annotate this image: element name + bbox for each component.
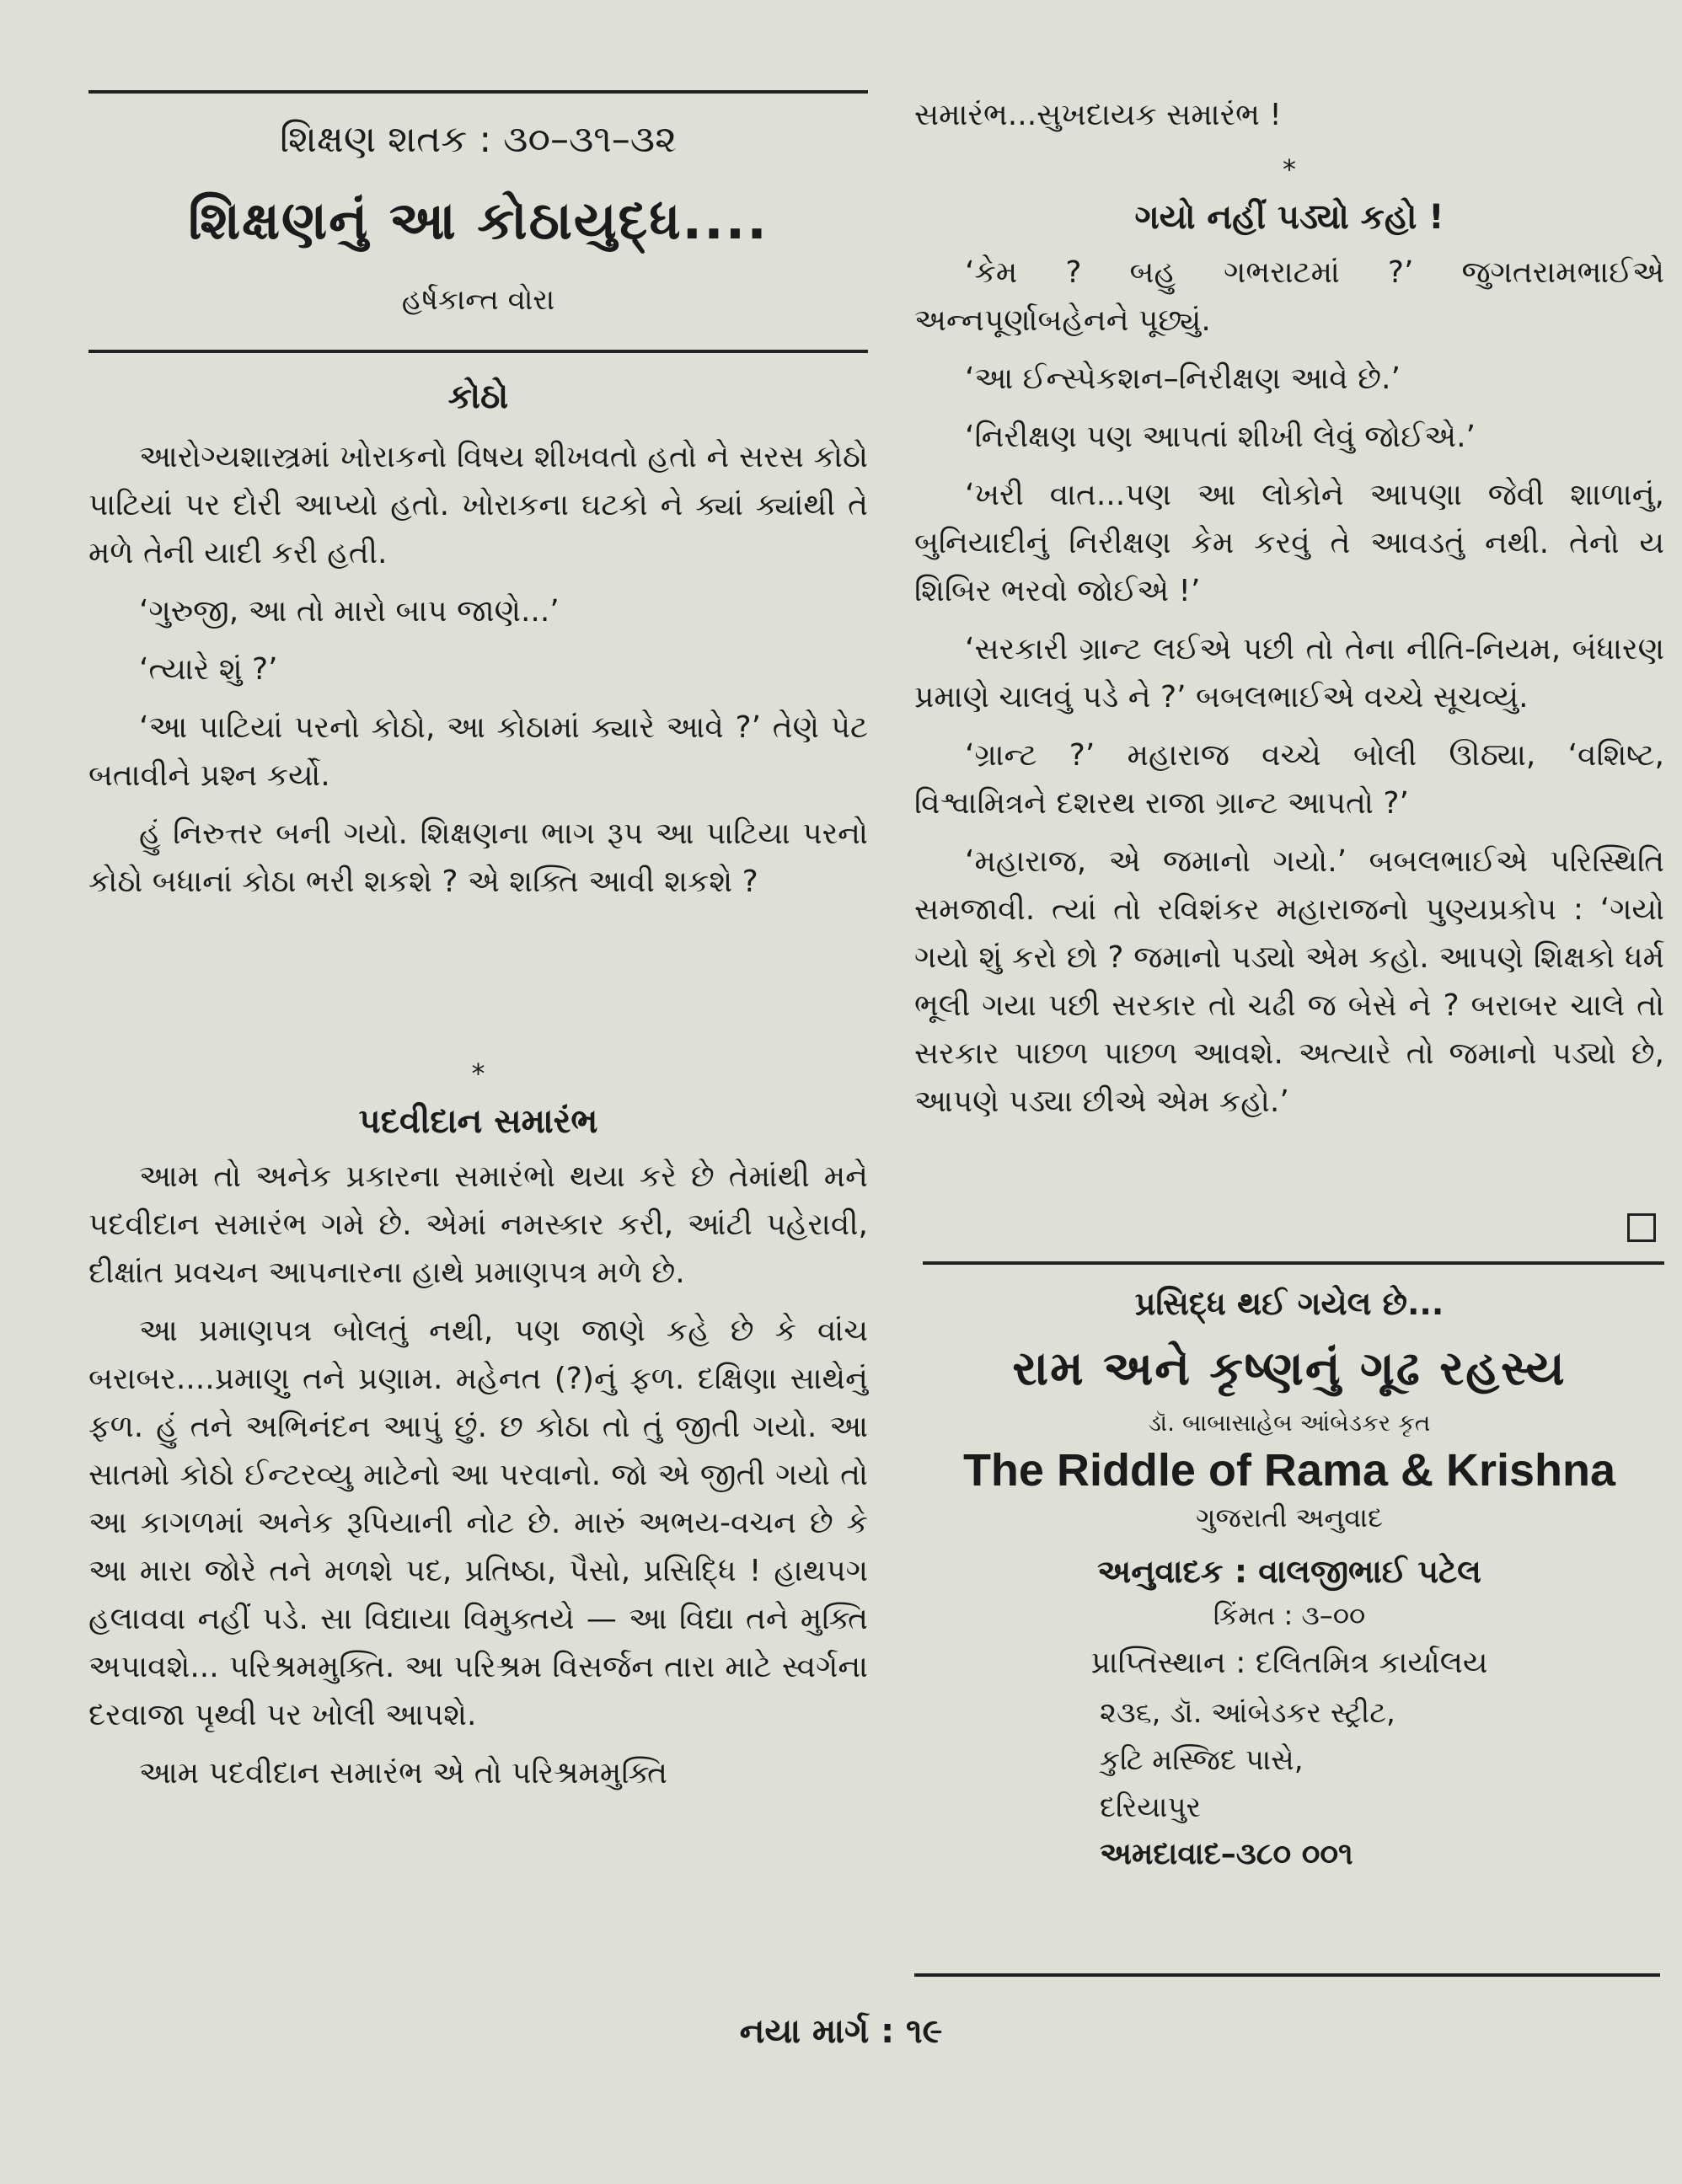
section-gayo-nahi: [914, 198, 1664, 1136]
ad-book-title-gu: રામ અને કૃષ્ણનું ગૂઢ રહસ્ય: [1012, 1341, 1567, 1396]
paragraph: ‘ગ્રાન્ટ ?’ મહારાજ વચ્ચે બોલી ઊઠ્યા, ‘વશિષ્ટ, વિશ્વામિત્રને દશરથ રાજા ગ્રાન્ટ આપતો ?’: [914, 738, 1664, 821]
ad-published: પ્રસિદ્ધ થઈ ગયેલ છે...: [1134, 1285, 1444, 1322]
ad-address: [1100, 1689, 1664, 1878]
paragraph: ‘આ પાટિયાં પરનો કોઠો, આ કોઠામાં ક્યારે આવે ?’ તેણે પેટ બતાવીને પ્રશ્ન કર્યો.: [88, 710, 868, 793]
continued-line: સમારંભ...સુખદાયક સમારંભ !: [914, 98, 1282, 132]
separator-star: *: [1283, 153, 1296, 185]
paragraph: ‘ત્યારે શું ?’: [139, 652, 278, 687]
section-body: [88, 433, 868, 906]
paragraph: આરોગ્યશાસ્ત્રમાં ખોરાકનો વિષય શીખવતો હતો ને સરસ કોઠો પાટિયાં પર દોરી આપ્યો હતો. ખોરાકના ઘટકો ને ક્યાં ક્યાંથી તે મળે તેની યાદી કરી હતી.: [88, 440, 868, 570]
address-line: કુટિ મસ્જિદ પાસે,: [1100, 1743, 1304, 1777]
section-padvidan: [88, 1102, 868, 1807]
series-label: શિક્ષણ શતક : ૩૦–૩૧–૩૨: [280, 118, 677, 161]
ad-price: કિંમત : ૩–૦૦: [1213, 1599, 1366, 1631]
right-column: [914, 0, 1664, 2184]
section-body: [88, 1153, 868, 1797]
ad-book-author: ડૉ. બાબાસાહેબ આંબેડકર કૃત: [1148, 1409, 1431, 1437]
ad-top-rule: [923, 1261, 1664, 1265]
ad-availability: પ્રાપ્તિસ્થાન : દલિતમિત્ર કાર્યાલય: [1090, 1646, 1488, 1680]
paragraph: ‘કેમ ? બહુ ગભરાટમાં ?’ જુગતરામભાઈએ અન્નપૂર્ણાબહેનને પૂછ્યું.: [914, 255, 1664, 338]
book-advertisement: [914, 1285, 1664, 1878]
section-heading: પદવીદાન સમારંભ: [358, 1102, 598, 1141]
paragraph: ‘સરકારી ગ્રાન્ટ લઈએ પછી તો તેના નીતિ-નિયમ, બંધારણ પ્રમાણે ચાલવું પડે ને ?’ બબલભાઈએ વચ્ચે સૂચવ્યું.: [914, 632, 1664, 715]
section-heading: ગયો નહીં પડ્યો કહો !: [1134, 198, 1444, 237]
ad-bottom-rule: [914, 1973, 1660, 1977]
address-line: દરિયાપુર: [1100, 1791, 1202, 1824]
paragraph: આમ પદવીદાન સમારંભ એ તો પરિશ્રમમુક્તિ: [139, 1756, 668, 1791]
address-line: અમદાવાદ–૩૮૦ ૦૦૧: [1100, 1837, 1353, 1871]
left-column: [88, 0, 868, 2184]
paragraph: ‘નિરીક્ષણ પણ આપતાં શીખી લેવું જોઈએ.’: [965, 420, 1476, 454]
page-footer: નયા માર્ગ : ૧૯: [739, 2012, 943, 2051]
paragraph: આમ તો અનેક પ્રકારના સમારંભો થયા કરે છે તેમાંથી મને પદવીદાન સમારંભ ગમે છે. એમાં નમસ્કાર કરી, આંટી પહેરાવી, દીક્ષાંત પ્રવચન આપનારના હાથે પ્રમાણપત્ર મળે છે.: [88, 1159, 868, 1290]
article-title: શિક્ષણનું આ કોઠાયુદ્ધ....: [188, 190, 769, 251]
separator-star: *: [471, 1057, 485, 1089]
section-heading: કોઠો: [447, 377, 509, 416]
ad-book-title-en: The Riddle of Rama & Krishna: [962, 1445, 1616, 1496]
top-rule-left: [88, 90, 868, 94]
address-line: ૨૩૬, ડૉ. આંબેડકર સ્ટ્રીટ,: [1100, 1696, 1395, 1730]
paragraph: હું નિરુત્તર બની ગયો. શિક્ષણના ભાગ રૂપ આ પાટિયા પરનો કોઠો બધાનાં કોઠા ભરી શકશે ? એ શક્તિ આવી શકશે ?: [88, 816, 868, 899]
paragraph: આ પ્રમાણપત્ર બોલતું નથી, પણ જાણે કહે છે કે વાંચ બરાબર....પ્રમાણુ તને પ્રણામ. મહેનત (?)નું ફળ. દક્ષિણા સાથેનું ફળ. હું તને અભિનંદન આપું છું. છ કોઠા તો તું જીતી ગયો. આ સાતમો કોઠો ઈન્ટરવ્યુ માટેનો આ પરવાનો. જો એ જીતી ગયો તો આ કાગળમાં અનેક રૂપિયાની નોટ છે. મારું અભય-વચન છે કે આ મારા જોરે તને મળશે પદ, પ્રતિષ્ઠા, પૈસો, પ્રસિદ્ધિ ! હાથપગ હલાવવા નહીં પડે. સા વિદ્યાયા વિમુક્તયે — આ વિદ્યા તને મુક્તિ અપાવશે... પરિશ્રમમુક્તિ. આ પરિશ્રમ વિસર્જન તારા માટે સ્વર્ગના દરવાજા પૃથ્વી પર ખોલી આપશે.: [88, 1314, 868, 1732]
article-author: હર્ષકાન્ત વોરા: [401, 283, 555, 317]
paragraph: ‘આ ઈન્સ્પેકશન–નિરીક્ષણ આવે છે.’: [965, 361, 1401, 396]
paragraph: ‘ખરી વાત...પણ આ લોકોને આપણા જેવી શાળાનું, બુનિયાદીનું નિરીક્ષણ કેમ કરવું તે આવડતું નથી. તેનો ય શિબિર ભરવો જોઈએ !’: [914, 478, 1664, 608]
section-body: [914, 249, 1664, 1126]
ad-translation: ગુજરાતી અનુવાદ: [1196, 1502, 1383, 1534]
paragraph: ‘મહારાજ, એ જમાનો ગયો.’ બબલભાઈએ પરિસ્થિતિ સમજાવી. ત્યાં તો રવિશંકર મહારાજનો પુણ્યપ્રકોપ : ‘ગયો ગયો શું કરો છો ? જમાનો પડ્યો એમ કહો. આપણે શિક્ષકો ધર્મ ભૂલી ગયા પછી સરકાર તો ચઢી જ બેસે ને ? બરાબર ચાલે તો સરકાર પાછળ પાછળ આવશે. અત્યારે તો જમાનો પડ્યો છે, આપણે પડ્યા છીએ એમ કહો.’: [914, 844, 1664, 1119]
end-mark: [1627, 1213, 1656, 1242]
ad-translator: અનુવાદક : વાલજીભાઈ પટેલ: [1097, 1553, 1481, 1590]
end-square-icon: [1627, 1213, 1656, 1242]
paragraph: ‘ગુરુજી, આ તો મારો બાપ જાણે...’: [139, 594, 560, 629]
section-kotho: [88, 377, 868, 916]
title-rule-left: [88, 350, 868, 353]
